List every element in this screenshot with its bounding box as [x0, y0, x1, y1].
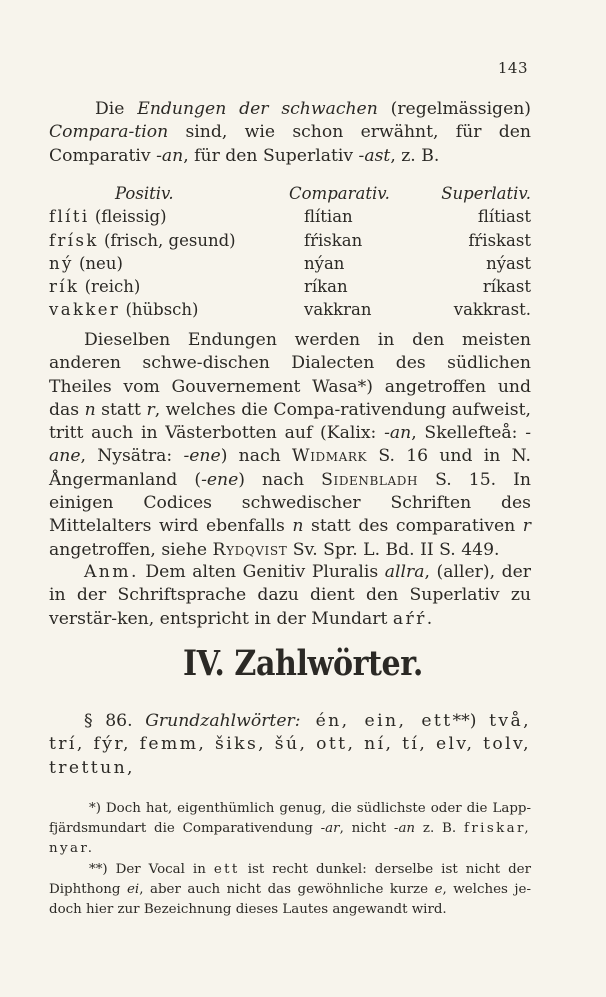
numerals-paragraph: [49, 710, 531, 780]
dialect-paragraph: [49, 329, 531, 562]
italic-text: Endungen der schwachen: [137, 99, 378, 119]
italic-text: -an: [384, 423, 412, 444]
note-paragraph: [49, 561, 531, 631]
text: , (aller), der in der Schriftsprache dazu dient den Superlativ zu verstär-ken, entspricht in der Mundart: [49, 562, 531, 629]
superlativ-cell: ríkast: [482, 277, 531, 297]
text: § 86.: [84, 711, 146, 731]
spaced-word: ett: [213, 862, 240, 877]
spaced-word: två, trí, fýr, femm, šiks, šú, ott, ní, tí, elv, tolv, trettun,: [49, 711, 531, 778]
header-superlativ: Superlativ.: [441, 184, 531, 203]
text: **) Der Vocal in: [89, 862, 214, 877]
text: *) Doch hat, eigenthümlich genug, die südlichste oder die Lapp-fjärdsmundart die Comparativendung: [49, 801, 531, 836]
table-row: [49, 252, 531, 275]
gloss: (neu): [73, 253, 123, 273]
positiv-cell: [49, 275, 140, 298]
italic-text: r: [146, 399, 155, 420]
comparativ-cell: flítian: [304, 207, 353, 227]
intro-paragraph: [49, 98, 531, 168]
table-row: [49, 205, 531, 228]
word: flíti: [49, 207, 90, 227]
italic-text: -ane: [49, 423, 531, 467]
italic-text: n: [292, 516, 304, 537]
text: S. 16 und in N. Ångermanland (: [49, 446, 531, 490]
text: Sv. Spr. L. Bd. II S. 449.: [287, 539, 500, 560]
text: angetroffen, siehe: [49, 539, 213, 560]
gloss: (frisch, gesund): [98, 230, 236, 250]
comparativ-cell: fŕiskan: [304, 230, 363, 250]
text: , Nysätra:: [80, 446, 184, 467]
text: (regelmässigen): [377, 99, 532, 119]
page-number: 143: [497, 59, 528, 77]
text: , Skellefteå:: [411, 423, 526, 444]
italic-text: -ene: [201, 469, 239, 490]
italic-text: Compara-tion: [49, 122, 169, 143]
text: , für den Superlativ: [183, 145, 359, 166]
header-positiv: Positiv.: [115, 184, 174, 203]
text: z. B.: [415, 820, 464, 836]
word: frísk: [49, 230, 99, 250]
comparativ-cell: ríkan: [304, 277, 348, 297]
spaced-word: én, ein, ett: [300, 711, 453, 731]
table-row: [49, 229, 531, 252]
text: , aber auch nicht das gewöhnliche kurze: [139, 881, 435, 897]
comparativ-cell: vakkran: [304, 300, 372, 320]
italic-text: e: [434, 881, 443, 897]
note-label: Anm.: [84, 562, 139, 582]
italic-text: -ar: [320, 820, 340, 836]
text: , nicht: [339, 820, 394, 836]
author-name: Rydqvist: [212, 539, 288, 560]
gloss: (fleissig): [89, 207, 167, 227]
text: ) nach: [238, 469, 322, 490]
text: statt: [95, 399, 147, 420]
text: statt des comparativen: [303, 516, 523, 537]
gloss: (reich): [79, 277, 141, 297]
italic-text: -ene: [183, 446, 221, 467]
author-name: Widmark: [291, 446, 368, 467]
section-heading: IV. Zahlwörter.: [183, 643, 423, 684]
spaced-word: friskar, nyar.: [49, 820, 531, 856]
text: Die: [95, 99, 138, 119]
superlativ-cell: vakkrast.: [453, 300, 531, 320]
footnote-1: [49, 799, 531, 858]
text: Dieselben Endungen werden in den meisten anderen schwe-dischen Dialecten des südlichen Theiles vom Gouvernement Wasa*) angetroffen und das: [49, 330, 531, 420]
comparativ-cell: nýan: [304, 253, 345, 273]
text: , welches je-doch hier zur Bezeichnung dieses Lautes angewandt wird.: [49, 881, 531, 917]
word: ný: [49, 253, 74, 273]
table-header-row: [49, 182, 531, 205]
comparison-table: [49, 182, 531, 322]
positiv-cell: [49, 252, 123, 275]
word: rík: [49, 277, 80, 297]
italic-text: n: [84, 399, 96, 420]
text: **): [452, 711, 490, 731]
positiv-cell: [49, 298, 199, 321]
text: , welches die Compa-rativendung aufweist, tritt auch in Västerbotten auf (Kalix:: [49, 399, 531, 444]
italic-text: allra: [384, 562, 425, 582]
text: .: [426, 608, 433, 629]
text: ist recht dunkel: derselbe ist nicht der Diphthong: [49, 862, 531, 897]
italic-text: ei: [127, 881, 140, 897]
text: , z. B.: [390, 145, 440, 166]
gloss: (hübsch): [120, 300, 199, 320]
table-row: [49, 298, 531, 321]
table-row: [49, 275, 531, 298]
author-name: Sidenbladh: [321, 469, 419, 490]
text: Dem alten Genitiv Pluralis: [138, 562, 385, 582]
text: sind, wie schon erwähnt, für den Comparativ: [49, 122, 531, 166]
superlativ-cell: fŕiskast: [468, 230, 531, 250]
word: vakker: [49, 300, 121, 320]
text: S. 15. In einigen Codices schwedischer Schriften des Mittelalters wird ebenfalls: [49, 469, 531, 537]
italic-text: r: [522, 516, 532, 537]
spaced-word: aŕŕ: [392, 608, 427, 629]
italic-text: -ast: [358, 145, 391, 166]
italic-text: -an: [156, 145, 184, 166]
positiv-cell: [49, 229, 236, 252]
header-comparativ: Comparativ.: [289, 184, 390, 203]
italic-text: Grundzahlwörter:: [145, 711, 301, 731]
superlativ-cell: flítiast: [477, 207, 531, 227]
footnote-2: [49, 860, 531, 919]
italic-text: -an: [393, 820, 416, 836]
superlativ-cell: nýast: [486, 253, 531, 273]
text: ) nach: [220, 446, 292, 467]
positiv-cell: [49, 205, 167, 228]
